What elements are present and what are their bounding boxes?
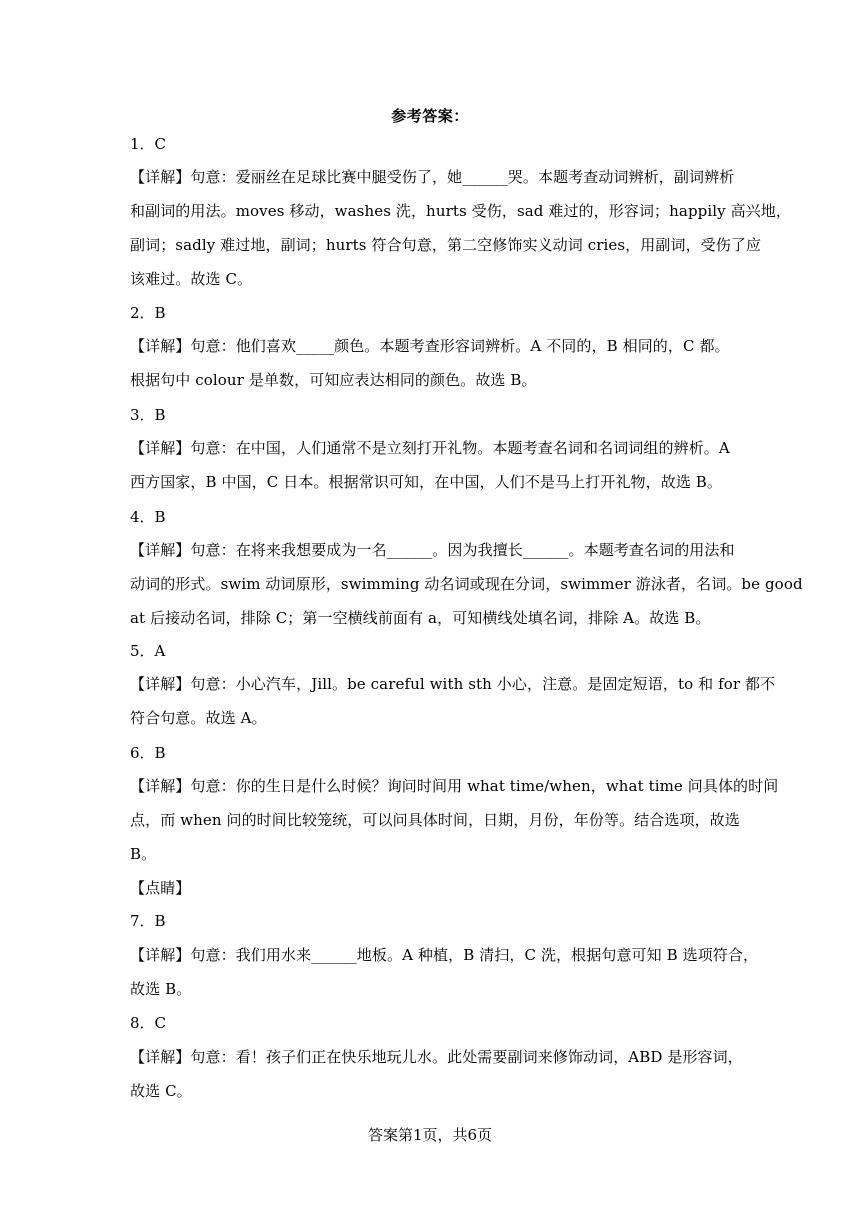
answer-explanation-1 bbox=[130, 160, 791, 296]
explanation-line: 故选 B。 bbox=[130, 980, 192, 998]
answer-explanation-2 bbox=[130, 329, 730, 397]
page-footer: 答案第1页，共6页 bbox=[367, 1126, 493, 1144]
answer-explanation-8 bbox=[130, 1040, 743, 1108]
explanation-line: 西方国家，B 中国，C 日本。根据常识可知，在中国，人们不是马上打开礼物，故选 B。 bbox=[130, 473, 723, 491]
explanation-line: 【详解】句意：在将来我想要成为一名______。因为我擅长______。本题考查名词的用法和 bbox=[130, 541, 735, 559]
explanation-line: 动词的形式。swim 动词原形，swimming 动名词或现在分词，swimmer 游泳者，名词。be good bbox=[130, 575, 803, 593]
explanation-line: 【详解】句意：爱丽丝在足球比赛中腿受伤了，她______哭。本题考查动词辨析，副词辨析 bbox=[130, 168, 735, 186]
explanation-line: 故选 C。 bbox=[130, 1082, 192, 1100]
answer-number-5: 5．A bbox=[130, 642, 166, 660]
explanation-line: 【详解】句意：你的生日是什么时候？询问时间用 what time/when，what time 问具体的时间 bbox=[130, 777, 779, 795]
explanation-line: at 后接动名词，排除 C；第一空横线前面有 a，可知横线处填名词，排除 A。故选 B。 bbox=[130, 609, 711, 627]
answer-explanation-7 bbox=[130, 938, 759, 1006]
explanation-line: 和副词的用法。moves 移动，washes 洗，hurts 受伤，sad 难过的，形容词；happily 高兴地， bbox=[130, 202, 791, 220]
explanation-line: 【点睛】 bbox=[130, 879, 191, 897]
explanation-line: 该难过。故选 C。 bbox=[130, 270, 253, 288]
explanation-line: 副词；sadly 难过地，副词；hurts 符合句意，第二空修饰实义动词 cries，用副词，受伤了应 bbox=[130, 236, 762, 254]
answer-number-8: 8．C bbox=[130, 1014, 167, 1032]
answer-number-1: 1．C bbox=[130, 135, 167, 153]
answer-number-7: 7．B bbox=[130, 912, 166, 930]
explanation-line: 根据句中 colour 是单数，可知应表达相同的颜色。故选 B。 bbox=[130, 371, 537, 389]
explanation-line: 符合句意。故选 A。 bbox=[130, 709, 267, 727]
explanation-line: B。 bbox=[130, 845, 157, 863]
answer-explanation-4 bbox=[130, 533, 803, 635]
answer-number-6: 6．B bbox=[130, 744, 166, 762]
answer-explanation-3 bbox=[130, 431, 730, 499]
explanation-line: 【详解】句意：看！孩子们正在快乐地玩儿水。此处需要副词来修饰动词，ABD 是形容词， bbox=[130, 1048, 743, 1066]
answer-number-3: 3．B bbox=[130, 406, 166, 424]
explanation-line: 【详解】句意：他们喜欢_____颜色。本题考查形容词辨析。A 不同的，B 相同的，C 都。 bbox=[130, 337, 730, 355]
explanation-line: 【详解】句意：在中国，人们通常不是立刻打开礼物。本题考查名词和名词词组的辨析。A bbox=[130, 439, 730, 457]
explanation-line: 点，而 when 问的时间比较笼统，可以问具体时间，日期，月份，年份等。结合选项，故选 bbox=[130, 811, 740, 829]
answer-number-2: 2．B bbox=[130, 304, 166, 322]
answer-explanation-5 bbox=[130, 667, 776, 735]
explanation-line: 【详解】句意：我们用水来______地板。A 种植，B 清扫，C 洗，根据句意可知 B 选项符合， bbox=[130, 946, 759, 964]
explanation-line: 【详解】句意：小心汽车，Jill。be careful with sth 小心，注意。是固定短语，to 和 for 都不 bbox=[130, 675, 776, 693]
answer-explanation-6 bbox=[130, 769, 779, 905]
page-title: 参考答案： bbox=[391, 107, 469, 125]
answer-number-4: 4．B bbox=[130, 508, 166, 526]
